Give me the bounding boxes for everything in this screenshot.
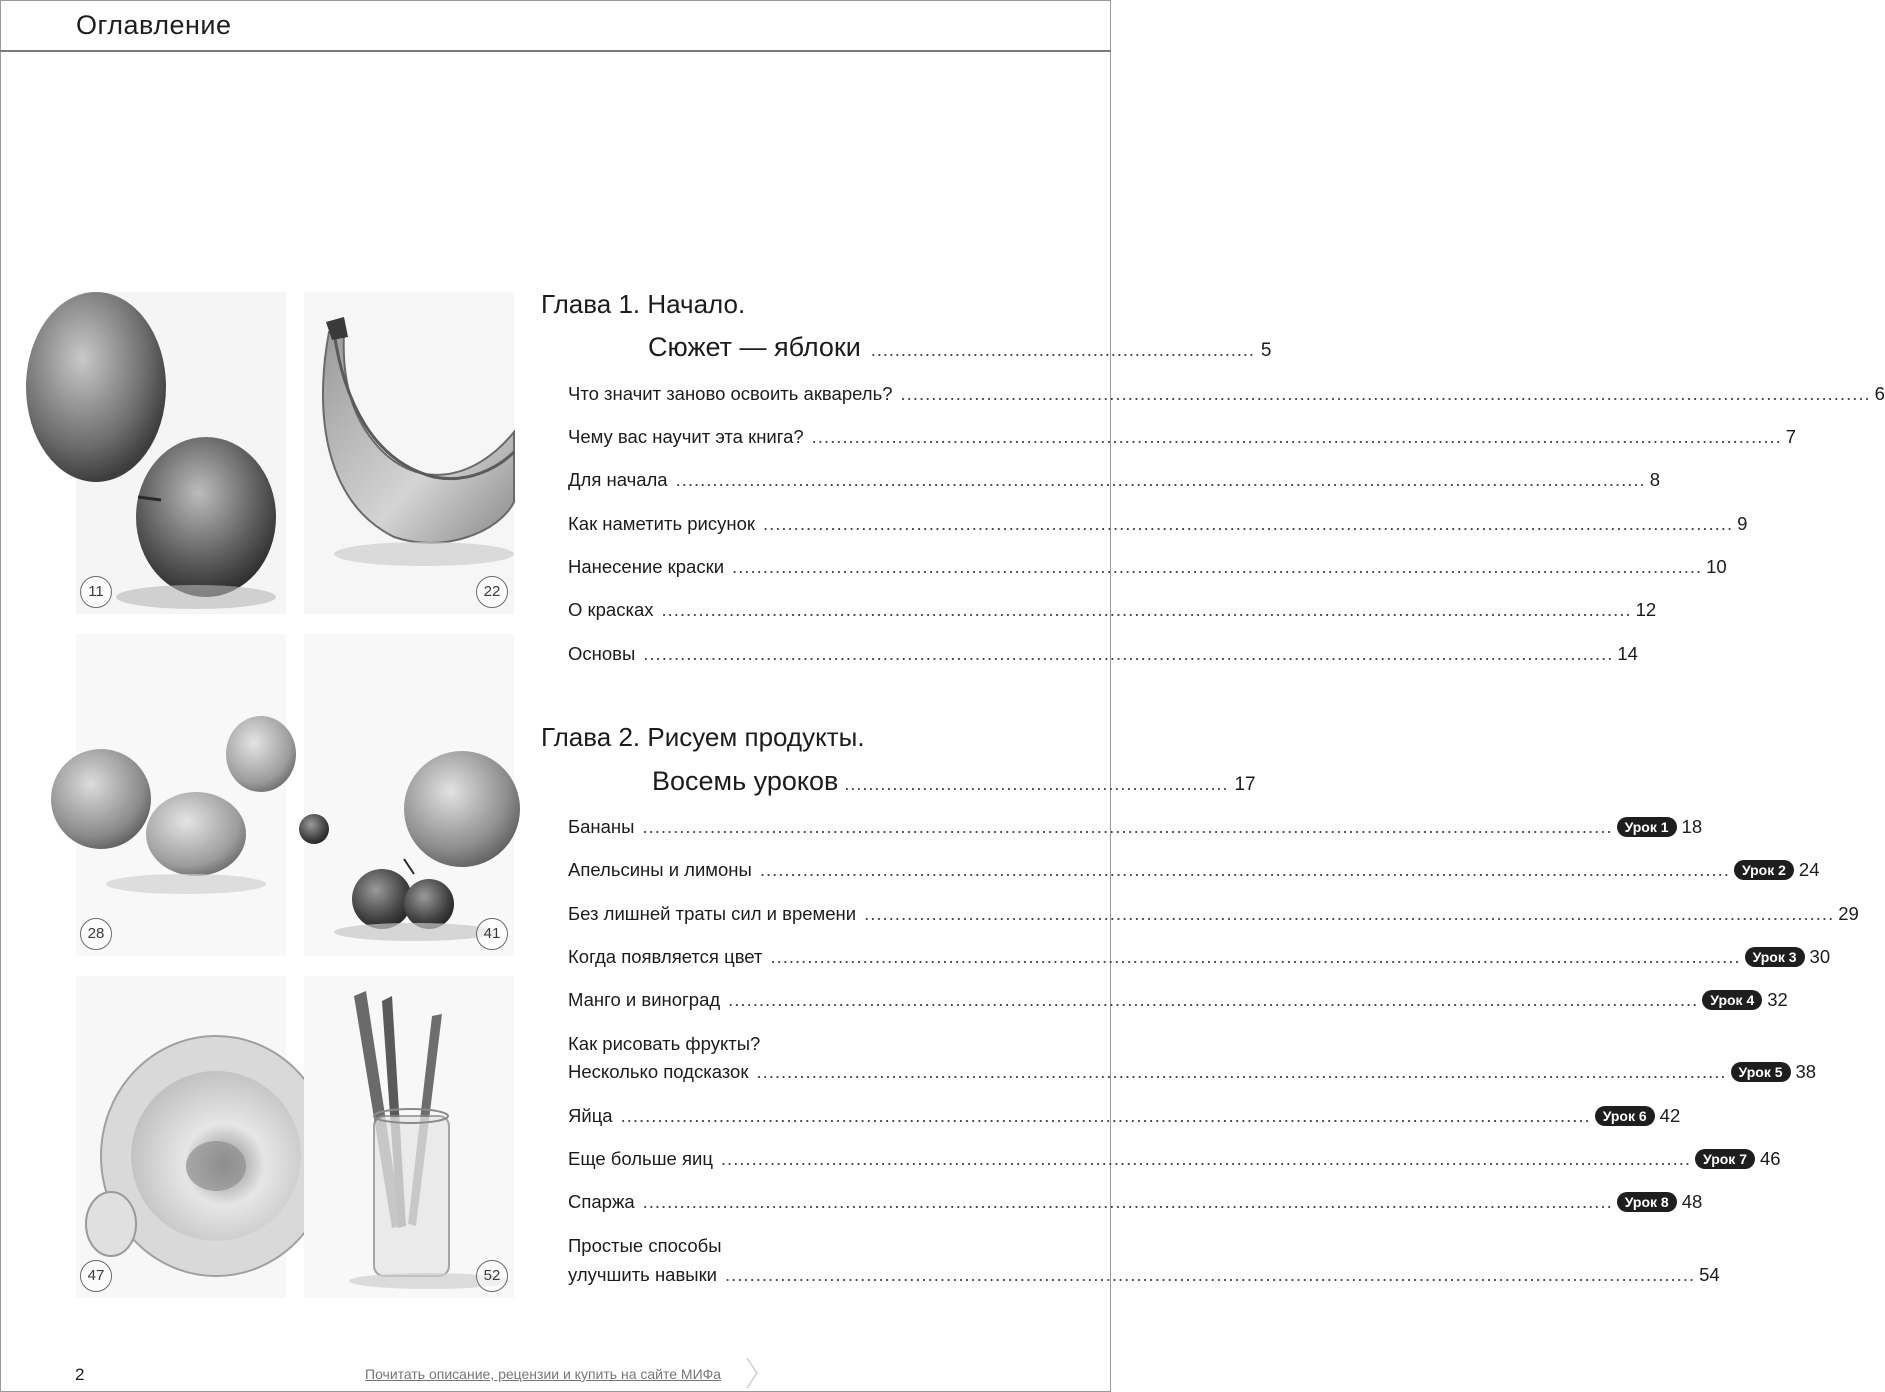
bowl-egg-painting-icon (76, 976, 286, 1298)
thumbnail-bowl-egg[interactable] (76, 976, 286, 1298)
apples-painting-icon (76, 292, 286, 614)
entry-page: 14 (1617, 643, 1638, 664)
chapter1-title: Глава 1. Начало. (541, 289, 746, 319)
entry-title: Еще больше яиц (568, 1148, 713, 1169)
page-number-badge: 11 (80, 576, 112, 608)
entry-title: Яйца (568, 1105, 613, 1126)
chapter1-subtitle: Сюжет — яблоки (648, 332, 861, 362)
entry-page: 8 (1649, 469, 1660, 490)
leader-dots (728, 989, 1698, 1011)
entry-page: 7 (1785, 426, 1797, 447)
toc-entry[interactable] (568, 1191, 1703, 1217)
leader-dots: ................................................................ (870, 340, 1255, 360)
toc-entry[interactable] (568, 816, 1703, 842)
asparagus-painting-icon (304, 976, 514, 1298)
entry-page: 48 (1681, 1191, 1703, 1212)
banana-painting-icon (304, 292, 514, 614)
page-number: 2 (75, 1365, 85, 1384)
thumbnail-plums[interactable] (304, 634, 514, 956)
entry-page: 30 (1809, 946, 1831, 967)
thumbnail-banana[interactable] (304, 292, 514, 614)
thumbnail-citrus[interactable] (76, 634, 286, 956)
chapter2-subtitle: Восемь уроков (652, 766, 839, 796)
toc-entry[interactable] (568, 989, 1788, 1015)
lesson-badge: Урок 3 (1745, 947, 1805, 967)
toc-entry[interactable] (568, 556, 1727, 582)
lesson-badge: Урок 7 (1695, 1149, 1755, 1169)
entry-page: 9 (1737, 513, 1748, 534)
page-header (0, 0, 1111, 52)
thumbnail-apples[interactable] (76, 292, 286, 614)
chapter2-page: 17 (1234, 774, 1256, 795)
entry-page: 42 (1659, 1105, 1681, 1126)
lesson-badge: Урок 8 (1617, 1192, 1677, 1212)
toc-entry[interactable] (568, 426, 1797, 452)
page-number-badge: 28 (80, 918, 112, 950)
citrus-painting-icon (76, 634, 286, 956)
leader-dots (621, 1105, 1591, 1127)
entry-title: Для начала (568, 469, 668, 490)
entry-title: Без лишней траты сил и времени (568, 903, 857, 924)
entry-page: 38 (1795, 1061, 1817, 1082)
toc-entry[interactable] (568, 469, 1660, 495)
entry-page: 24 (1798, 859, 1820, 880)
toc-entry[interactable] (568, 599, 1657, 625)
toc-entry[interactable] (568, 1105, 1681, 1131)
toc-entry[interactable] (568, 513, 1748, 539)
chevron-right-icon[interactable] (745, 1356, 759, 1390)
leader-dots (756, 1061, 1726, 1083)
leader-dots (763, 513, 1733, 535)
leader-dots (760, 859, 1730, 881)
plums-painting-icon (304, 634, 514, 956)
leader-dots (732, 556, 1702, 578)
leader-dots (864, 903, 1834, 925)
toc-entry[interactable] (568, 643, 1638, 669)
leader-dots (643, 643, 1613, 665)
leader-dots (901, 383, 1871, 405)
entry-title: Когда появляется цвет (568, 946, 763, 967)
leader-dots (676, 469, 1646, 491)
entry-page: 18 (1681, 816, 1703, 837)
lesson-badge: Урок 6 (1595, 1106, 1655, 1126)
entry-title-first-line: Как рисовать фрукты? (568, 1033, 761, 1054)
lesson-badge: Урок 4 (1702, 990, 1762, 1010)
chapter2-subtitle-line[interactable] (652, 766, 1256, 797)
entry-title: Как наметить рисунок (568, 513, 755, 534)
leader-dots (643, 1191, 1613, 1213)
entry-page: 46 (1760, 1148, 1781, 1169)
toc-entry[interactable] (568, 946, 1831, 972)
chapter1-page: 5 (1260, 340, 1272, 361)
leader-dots (725, 1264, 1695, 1286)
entry-title: улучшить навыки (568, 1264, 718, 1285)
page-number-badge: 22 (476, 576, 508, 608)
leader-dots (770, 946, 1740, 968)
leader-dots (662, 599, 1632, 621)
page-title: Оглавление (76, 10, 232, 40)
chapter1-subtitle-line[interactable] (648, 332, 1272, 363)
toc-entry[interactable] (568, 1264, 1720, 1290)
entry-page: 6 (1874, 383, 1885, 404)
page-number-badge: 52 (476, 1260, 508, 1292)
entry-title: Нанесение краски (568, 556, 725, 577)
entry-page: 12 (1635, 599, 1657, 620)
thumbnail-asparagus[interactable] (304, 976, 514, 1298)
leader-dots: ................................................................ (844, 774, 1229, 794)
toc-entry[interactable] (568, 903, 1859, 929)
entry-title: Несколько подсказок (568, 1061, 749, 1082)
entry-page: 10 (1706, 556, 1727, 577)
entry-page: 29 (1838, 903, 1859, 924)
entry-title: Основы (568, 643, 636, 664)
toc-entry[interactable] (568, 1148, 1781, 1174)
entry-title: Чему вас научит эта книга? (568, 426, 804, 447)
page-number-badge: 47 (80, 1260, 112, 1292)
entry-title: Апельсины и лимоны (568, 859, 752, 880)
entry-title: Спаржа (568, 1191, 635, 1212)
page-number-badge: 41 (476, 918, 508, 950)
leader-dots (721, 1148, 1691, 1170)
leader-dots (642, 816, 1612, 838)
toc-entry[interactable] (568, 1061, 1817, 1087)
lesson-badge: Урок 2 (1734, 860, 1794, 880)
chapter2-title: Глава 2. Рисуем продукты. (541, 722, 865, 752)
entry-title-first-line: Простые способы (568, 1235, 722, 1256)
shop-link[interactable]: Почитать описание, рецензии и купить на сайте МИФа (365, 1366, 722, 1382)
entry-page: 32 (1767, 989, 1788, 1010)
lesson-badge: Урок 5 (1731, 1062, 1791, 1082)
lesson-badge: Урок 1 (1617, 817, 1677, 837)
entry-page: 54 (1699, 1264, 1720, 1285)
entry-title: Что значит заново освоить акварель? (568, 383, 893, 404)
entry-title: Манго и виноград (568, 989, 721, 1010)
entry-title: Бананы (568, 816, 635, 837)
leader-dots (812, 426, 1782, 448)
toc-entry[interactable] (568, 859, 1820, 885)
entry-title: О красках (568, 599, 654, 620)
toc-entry[interactable] (568, 383, 1885, 409)
